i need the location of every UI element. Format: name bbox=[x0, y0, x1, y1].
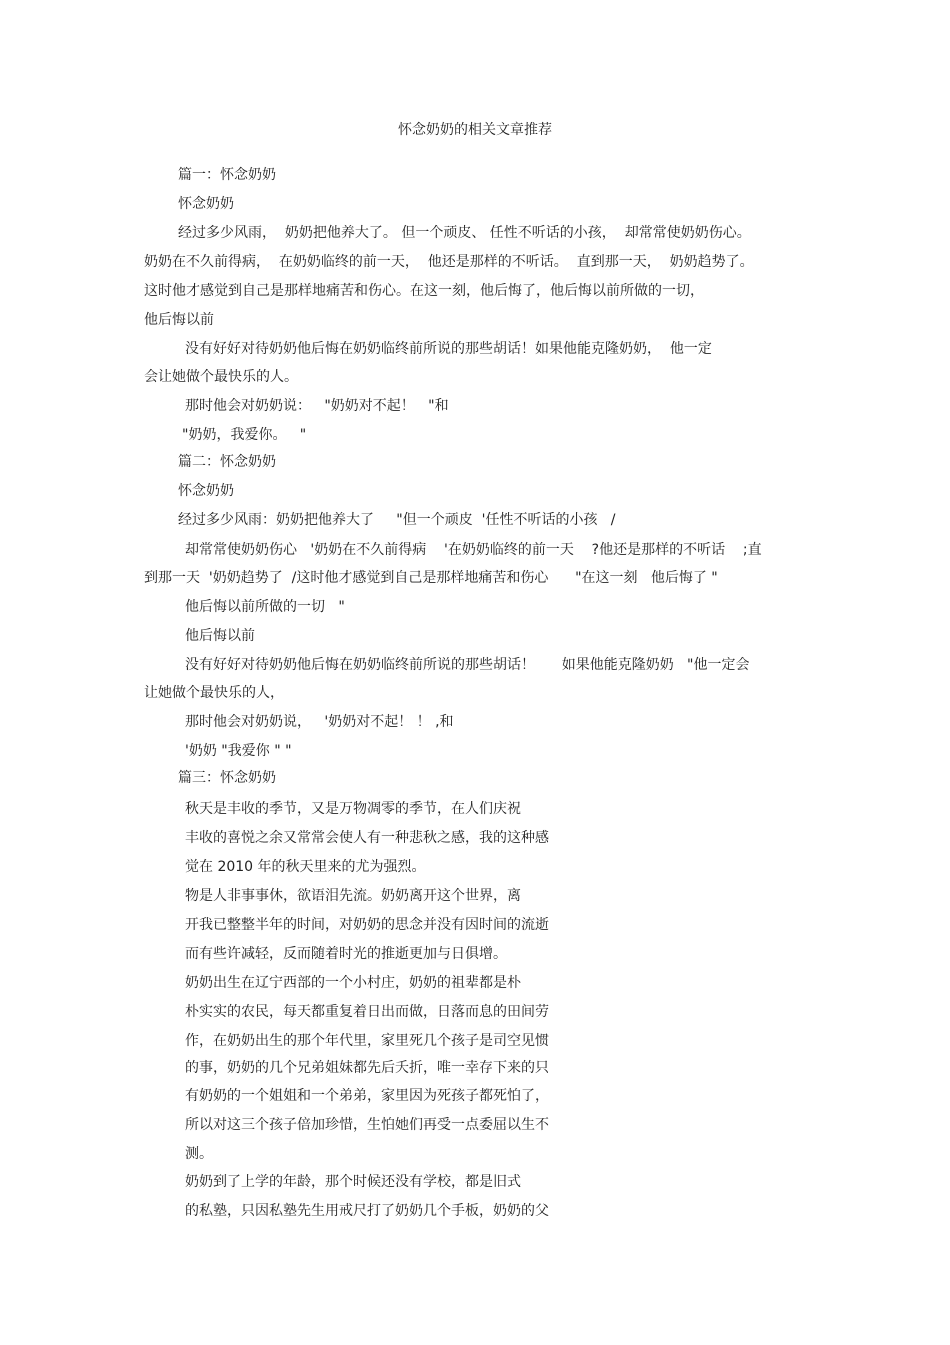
paragraph-line: 朴实实的农民，每天都重复着日出而做，日落而息的田间劳 bbox=[185, 1004, 549, 1020]
paragraph-line: 他后悔以前所做的一切 " bbox=[185, 599, 345, 615]
paragraph-line: 那时他会对奶奶说， '奶奶对不起！ ！ ,和 bbox=[185, 714, 454, 730]
section-heading: 篇一：怀念奶奶 bbox=[178, 167, 276, 183]
document-title: 怀念奶奶的相关文章推荐 bbox=[398, 122, 552, 138]
paragraph-line: 测。 bbox=[185, 1146, 213, 1162]
paragraph-line: 有奶奶的一个姐姐和一个弟弟，家里因为死孩子都死怕了， bbox=[185, 1088, 549, 1104]
paragraph-line: 没有好好对待奶奶他后悔在奶奶临终前所说的那些胡话！ 如果他能克隆奶奶 "他一定会 bbox=[185, 657, 750, 673]
paragraph-line: 那时他会对奶奶说： "奶奶对不起！ "和 bbox=[185, 398, 449, 414]
paragraph-line: 丰收的喜悦之余又常常会使人有一种悲秋之感，我的这种感 bbox=[185, 830, 549, 846]
paragraph-line: '奶奶 "我爱你 " " bbox=[185, 743, 292, 759]
paragraph-line: 经过多少风雨， 奶奶把他养大了。 但一个顽皮、 任性不听话的小孩， 却常常使奶奶伤心。 bbox=[178, 225, 751, 241]
paragraph-line: 经过多少风雨：奶奶把他养大了 "但一个顽皮 '任性不听话的小孩 / bbox=[178, 512, 616, 528]
section-subtitle: 怀念奶奶 bbox=[178, 483, 234, 499]
paragraph-line: 作，在奶奶出生的那个年代里，家里死几个孩子是司空见惯 bbox=[185, 1033, 549, 1049]
section-heading: 篇三：怀念奶奶 bbox=[178, 770, 276, 786]
paragraph-line: 让她做个最快乐的人， bbox=[144, 685, 284, 701]
paragraph-line: 物是人非事事休，欲语泪先流。奶奶离开这个世界，离 bbox=[185, 888, 521, 904]
paragraph-line: 秋天是丰收的季节，又是万物凋零的季节，在人们庆祝 bbox=[185, 801, 521, 817]
paragraph-line: 这时他才感觉到自己是那样地痛苦和伤心。在这一刻，他后悔了，他后悔以前所做的一切， bbox=[144, 283, 704, 299]
paragraph-line: 他后悔以前 bbox=[185, 628, 255, 644]
paragraph-line: 开我已整整半年的时间，对奶奶的思念并没有因时间的流逝 bbox=[185, 917, 549, 933]
paragraph-line: 他后悔以前 bbox=[144, 312, 214, 328]
paragraph-line: 的私塾，只因私塾先生用戒尺打了奶奶几个手板，奶奶的父 bbox=[185, 1203, 549, 1219]
paragraph-line: 却常常使奶奶伤心 '奶奶在不久前得病 '在奶奶临终的前一天 ?他还是那样的不听话 ;直 bbox=[185, 542, 762, 558]
paragraph-line: "奶奶，我爱你。 " bbox=[182, 427, 307, 443]
paragraph-line: 没有好好对待奶奶他后悔在奶奶临终前所说的那些胡话！如果他能克隆奶奶， 他一定 bbox=[185, 341, 712, 357]
paragraph-line: 的事，奶奶的几个兄弟姐妹都先后夭折，唯一幸存下来的只 bbox=[185, 1060, 549, 1076]
section-heading: 篇二：怀念奶奶 bbox=[178, 454, 276, 470]
paragraph-line: 奶奶到了上学的年龄，那个时候还没有学校，都是旧式 bbox=[185, 1174, 521, 1190]
section-subtitle: 怀念奶奶 bbox=[178, 196, 234, 212]
paragraph-line: 到那一天 '奶奶趋势了 /这时他才感觉到自己是那样地痛苦和伤心 "在这一刻 他后悔了 " bbox=[144, 570, 718, 586]
paragraph-line: 而有些许减轻，反而随着时光的推逝更加与日俱增。 bbox=[185, 946, 507, 962]
paragraph-line: 会让她做个最快乐的人。 bbox=[144, 369, 298, 385]
paragraph-line: 所以对这三个孩子倍加珍惜，生怕她们再受一点委屈以生不 bbox=[185, 1117, 549, 1133]
paragraph-line: 奶奶在不久前得病， 在奶奶临终的前一天， 他还是那样的不听话。 直到那一天， 奶奶趋势了。 bbox=[144, 254, 754, 270]
paragraph-line: 奶奶出生在辽宁西部的一个小村庄，奶奶的祖辈都是朴 bbox=[185, 975, 521, 991]
paragraph-line: 觉在 2010 年的秋天里来的尤为强烈。 bbox=[185, 859, 426, 875]
